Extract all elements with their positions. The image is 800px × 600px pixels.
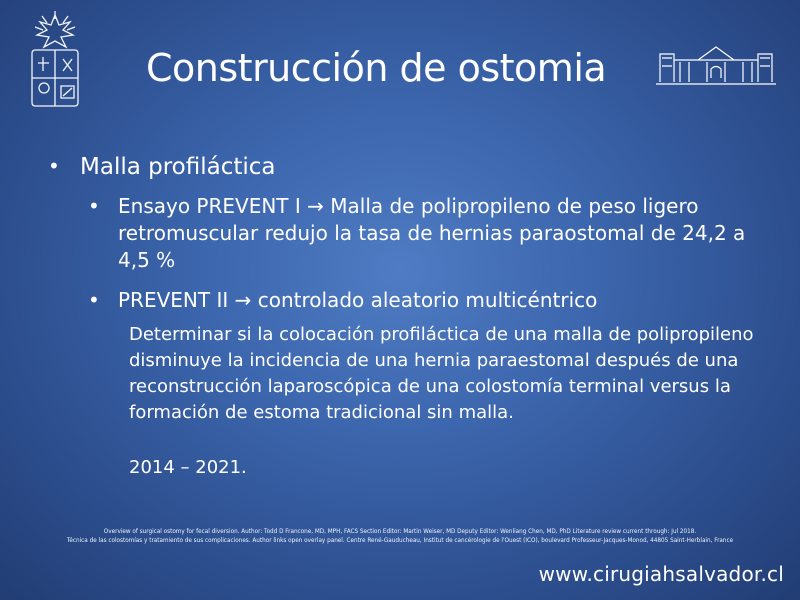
main-bullet-text: Malla profiláctica bbox=[80, 154, 276, 180]
prevent-i-description: Malla de polipropileno de peso ligero retromuscular redujo la tasa de hernias paraostomal de 24,2 a 4,5 % bbox=[118, 194, 746, 272]
reference-line-1: Overview of surgical ostomy for fecal diversion. Author: Todd D Francone, MD, MPH, FACS Section Editor: Martin Weiser, MD Deputy Editor: Wenliang Chen, MD, PhD Literature review current through: Jul 2018. bbox=[103, 529, 697, 535]
prevent-ii-paragraph: Determinar si la colocación profiláctica de una malla de polipropileno disminuye la incidencia de una hernia paraestomal después de una reconstrucción laparoscópica de una colostomía terminal versus la formación de estoma tradicional sin malla. bbox=[129, 324, 754, 423]
prevent-i-text bbox=[118, 193, 768, 274]
university-crest-icon bbox=[24, 10, 86, 114]
right-arrow-icon: → bbox=[307, 194, 324, 218]
reference-line-2: Técnica de las colostomías y tratamiento de sus complicaciones. Author links open overlay panel. Centre René-Gauducheau, Institut de cancérologie de l'Ouest (ICO), boulevard Professeur-Jacques-Monod, 44805 Saint-Herblain, France bbox=[66, 538, 734, 544]
prevent-ii-text bbox=[118, 287, 597, 314]
prevent-ii-years: 2014 – 2021. bbox=[129, 457, 247, 478]
bullet-dot-icon: • bbox=[88, 194, 100, 218]
building-icon bbox=[652, 42, 780, 88]
website-footer: www.cirugiahsalvador.cl bbox=[538, 562, 784, 586]
slide-title: Construcción de ostomia bbox=[146, 46, 607, 90]
bullet-dot-icon: • bbox=[48, 154, 60, 178]
prevent-ii-label: PREVENT II bbox=[118, 288, 229, 312]
right-arrow-icon: → bbox=[234, 288, 252, 312]
prevent-ii-description: controlado aleatorio multicéntrico bbox=[257, 288, 598, 312]
bullet-dot-icon: • bbox=[88, 288, 100, 312]
references bbox=[0, 528, 800, 546]
prevent-i-label: Ensayo PREVENT I bbox=[118, 194, 301, 218]
